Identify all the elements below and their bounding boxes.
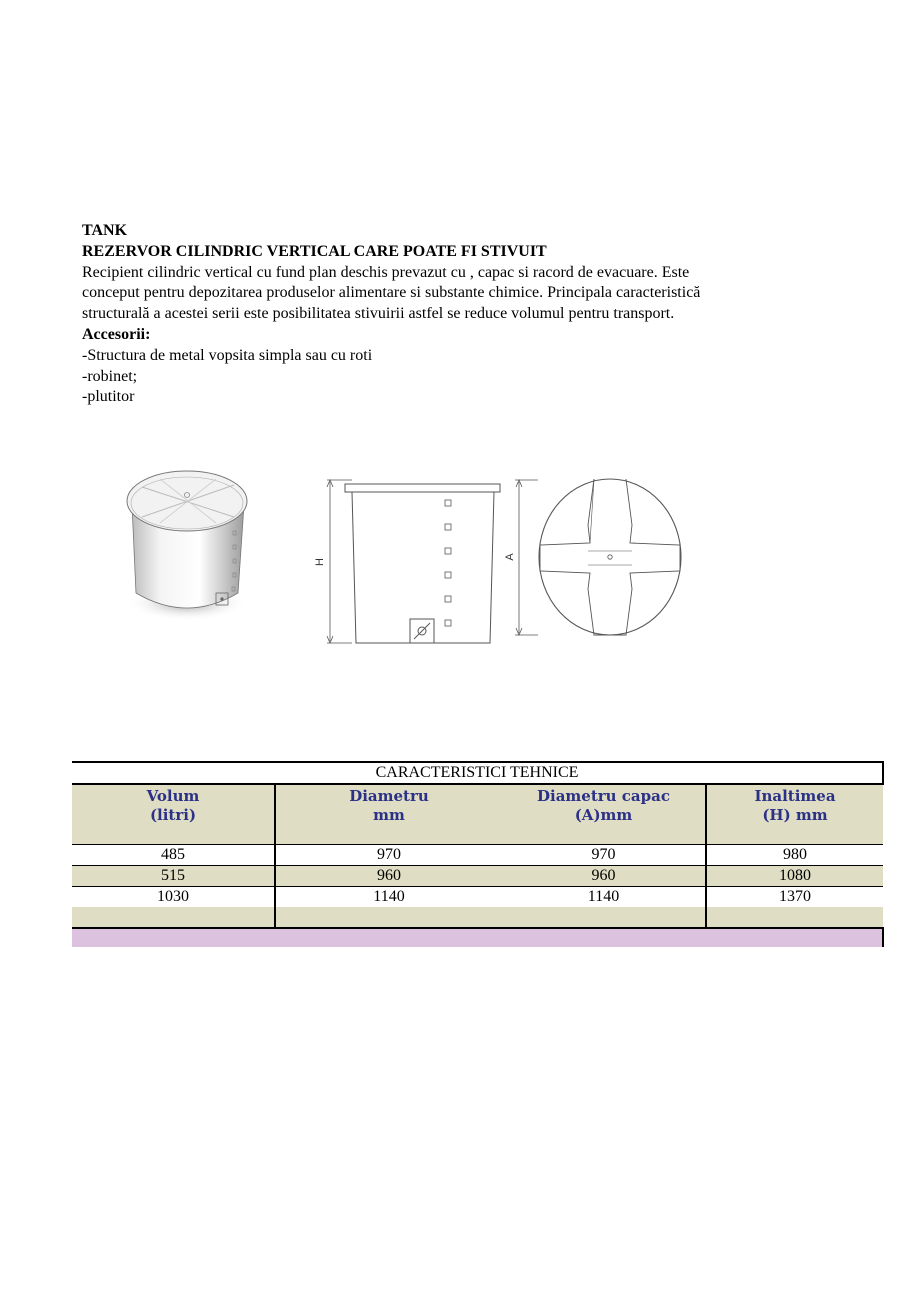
table-cell: 1030 xyxy=(72,887,275,908)
accessory-item: -plutitor xyxy=(82,388,135,406)
table-row xyxy=(72,887,883,908)
table-cell: 485 xyxy=(72,845,275,866)
header-line: (A)mm xyxy=(574,806,633,824)
product-title: TANK xyxy=(82,222,128,239)
header-line: (H) mm xyxy=(762,806,828,824)
description-line: structurală a acestei serii este posibilitatea stivuirii astfel se reduce volumul pentru transport. xyxy=(82,305,675,323)
table-cell xyxy=(706,907,883,928)
table-cell: 1140 xyxy=(502,887,706,908)
table-row xyxy=(72,845,883,866)
technical-specs-table xyxy=(72,761,883,947)
table-cell: 1080 xyxy=(706,866,883,887)
accessories-title: Accesorii: xyxy=(82,325,151,343)
table-row-empty xyxy=(72,907,883,928)
header-line: mm xyxy=(373,806,405,824)
table-cell xyxy=(275,907,502,928)
table-cell: 970 xyxy=(275,845,502,866)
header-line: (litri) xyxy=(149,806,197,824)
tank-3d-view xyxy=(127,471,247,621)
table-cell: 960 xyxy=(275,866,502,887)
diameter-label: A xyxy=(504,553,516,561)
table-cell xyxy=(72,907,275,928)
table-row xyxy=(72,866,883,887)
column-header-height xyxy=(706,784,883,845)
table-cell: 960 xyxy=(502,866,706,887)
product-subtitle: REZERVOR CILINDRIC VERTICAL CARE POATE FI STIVUIT xyxy=(82,242,547,260)
tank-side-view xyxy=(327,480,500,643)
accessory-item: -robinet; xyxy=(82,367,138,385)
table-cell: 970 xyxy=(502,845,706,866)
column-header-lid-diameter xyxy=(502,784,706,845)
height-label: H xyxy=(314,558,326,566)
column-header-volume xyxy=(72,784,275,845)
table-cell: 980 xyxy=(706,845,883,866)
table-cell: 1370 xyxy=(706,887,883,908)
header-line: Diametru xyxy=(349,787,429,805)
table-caption: CARACTERISTICI TEHNICE xyxy=(72,762,883,784)
header-line: Diametru capac xyxy=(537,787,670,805)
table-cell: 515 xyxy=(72,866,275,887)
tank-drawings xyxy=(120,465,700,655)
column-header-diameter xyxy=(275,784,502,845)
table-footer-band xyxy=(72,928,883,947)
description-line: conceput pentru depozitarea produselor alimentare si substante chimice. Principala caracteristică xyxy=(82,284,701,302)
tank-top-view xyxy=(515,479,681,635)
table-cell: 1140 xyxy=(275,887,502,908)
accessory-item: -Structura de metal vopsita simpla sau cu roti xyxy=(82,346,373,364)
description-line: Recipient cilindric vertical cu fund plan deschis prevazut cu , capac si racord de evacuare. Este xyxy=(82,263,690,281)
table-header-row xyxy=(72,784,883,845)
table-cell xyxy=(502,907,706,928)
header-line: Volum xyxy=(146,787,200,805)
intro-text-block xyxy=(82,221,872,408)
header-line: Inaltimea xyxy=(754,787,836,805)
